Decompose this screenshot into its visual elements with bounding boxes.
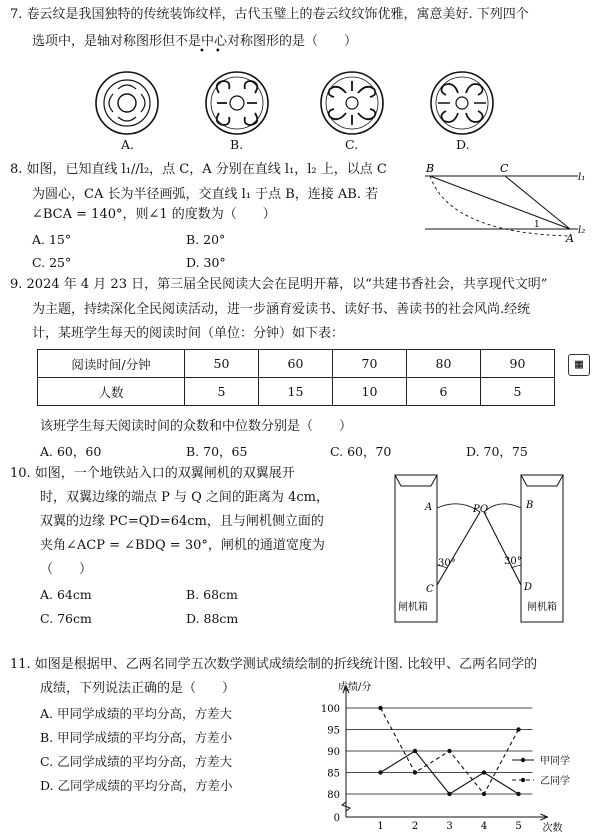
figure-c xyxy=(321,72,383,134)
figure-d xyxy=(431,72,493,134)
reading-time-table xyxy=(37,349,555,406)
table-row xyxy=(38,378,555,406)
data-point xyxy=(447,792,451,796)
angle-1-label: 1 xyxy=(534,220,540,230)
q11-line2: 成绩，下列说法正确的是（ ） xyxy=(40,681,236,696)
point-c-label: C xyxy=(500,162,509,175)
q9-option-b: B. 70，65 xyxy=(186,444,248,459)
q10-option-c: C. 76cm xyxy=(40,611,92,626)
point-pq-label: PQ xyxy=(473,504,488,515)
x-axis-label: 次数 xyxy=(542,823,563,834)
right-box-label: 闸机箱 xyxy=(527,602,557,613)
q9-line4: 该班学生每天阅读时间的众数和中位数分别是（ ） xyxy=(40,419,353,434)
q8-option-b: B. 20° xyxy=(186,232,226,247)
q9-line1: 9. 2024 年 4 月 23 日，第三届全民阅读大会在昆明开幕，以“共建书香社会，共享现代文明” xyxy=(10,277,548,292)
legend-marker xyxy=(521,758,525,762)
data-point xyxy=(378,706,382,710)
q8-line3: ∠BCA = 140°，则∠1 的度数为（ ） xyxy=(32,207,276,222)
q7-option-a: A. xyxy=(121,137,135,152)
table-cell: 5 xyxy=(185,378,259,406)
q10-line1: 10. 如图，一个地铁站入口的双翼闸机的双翼展开 xyxy=(10,466,295,481)
q7-option-b: B. xyxy=(230,137,244,152)
data-point xyxy=(516,792,520,796)
q10-line5: （ ） xyxy=(40,562,93,577)
table-cell: 60 xyxy=(259,350,333,378)
y-tick-label: 85 xyxy=(327,768,340,780)
legend-marker xyxy=(521,778,525,782)
q11-option-d: D. 乙同学成绩的平均分高，方差小 xyxy=(40,778,233,793)
q10-option-b: B. 68cm xyxy=(186,587,238,602)
q8-line1: 8. 如图，已知直线 l₁//l₂，点 C，A 分别在直线 l₁，l₂ 上，以点 C xyxy=(10,162,387,177)
y-tick-label: 100 xyxy=(320,704,340,715)
emphasis-dots: • • xyxy=(199,46,221,57)
angle-right-label: 30° xyxy=(504,556,522,567)
point-a-label: A xyxy=(566,232,574,245)
table-cell: 15 xyxy=(259,378,333,406)
data-point xyxy=(413,770,417,774)
point-d-label: D xyxy=(524,582,533,593)
x-tick-label: 4 xyxy=(480,821,488,832)
q11-option-c: C. 乙同学成绩的平均分高，方差大 xyxy=(40,754,233,769)
q9-line2: 为主题，持续深化全民阅读活动，进一步涵育爱读书、读好书、善读书的社会风尚.经统 xyxy=(32,302,531,317)
y-axis-label: 成绩/分 xyxy=(338,682,372,693)
line-l1-label: l₁ xyxy=(578,172,586,183)
line-l2-label: l₂ xyxy=(578,225,586,236)
legend-label: 甲同学 xyxy=(540,756,570,767)
q11-line1: 11. 如图是根据甲、乙两名同学五次数学测试成绩绘制的折线统计图. 比较甲、乙两名同学的 xyxy=(10,657,538,672)
table-cell: 6 xyxy=(407,378,481,406)
table-cell: 50 xyxy=(185,350,259,378)
point-b-label: B xyxy=(526,500,534,511)
table-cell: 90 xyxy=(481,350,555,378)
q7-line2: 选项中，是轴对称图形但不是中心对称图形的是（ ） xyxy=(32,34,358,49)
chart-grid xyxy=(321,680,563,834)
x-tick-label: 1 xyxy=(377,821,384,832)
angle-left-label: 30° xyxy=(438,558,456,569)
point-a-label: A xyxy=(425,502,433,513)
data-point xyxy=(413,749,417,753)
calculator-icon[interactable]: ▦ xyxy=(568,354,590,376)
chart-legend xyxy=(512,754,570,787)
q9-line3: 计，某班学生每天的阅读时间（单位：分钟）如下表： xyxy=(32,326,345,341)
q8-option-a: A. 15° xyxy=(32,232,72,247)
point-c-label: C xyxy=(426,584,434,595)
q11-option-b: B. 甲同学成绩的平均分高，方差小 xyxy=(40,730,233,745)
q7-figures xyxy=(0,65,602,155)
table-cell: 80 xyxy=(407,350,481,378)
q8-option-d: D. 30° xyxy=(186,255,226,270)
q10-line4: 夹角∠ACP = ∠BDQ = 30°，闸机的通道宽度为 xyxy=(40,538,325,553)
q9-option-c: C. 60，70 xyxy=(330,444,392,459)
data-point xyxy=(482,770,486,774)
q10-option-d: D. 88cm xyxy=(186,611,239,626)
y-tick-label: 80 xyxy=(327,790,340,801)
data-point xyxy=(482,792,486,796)
q10-line2: 时，双翼边缘的端点 P 与 Q 之间的距离为 4cm， xyxy=(40,490,329,505)
data-point xyxy=(378,770,382,774)
q9-option-a: A. 60，60 xyxy=(40,444,102,459)
left-box-label: 闸机箱 xyxy=(398,602,428,613)
y-tick-label: 95 xyxy=(327,725,340,737)
q10-figure xyxy=(390,470,585,630)
q7-option-c: C. xyxy=(345,137,359,152)
q8-line2: 为圆心，CA 长为半径画弧，交直线 l₁ 于点 B，连接 AB. 若 xyxy=(32,187,379,202)
q7-option-d: D. xyxy=(456,137,470,152)
q7-line1: 7. 卷云纹是我国独特的传统装饰纹样，古代玉璧上的卷云纹纹饰优雅，寓意美好. 下列四个 xyxy=(10,7,529,22)
legend-label: 乙同学 xyxy=(540,776,570,787)
table-cell: 70 xyxy=(333,350,407,378)
x-tick-label: 3 xyxy=(446,821,453,832)
x-tick-label: 5 xyxy=(515,821,522,832)
score-line-chart xyxy=(300,680,600,835)
q10-option-a: A. 64cm xyxy=(40,587,92,602)
x-tick-label: 2 xyxy=(411,821,419,832)
q8-figure xyxy=(420,158,602,248)
q11-option-a: A. 甲同学成绩的平均分高，方差大 xyxy=(40,706,232,721)
q8-option-c: C. 25° xyxy=(32,255,72,270)
table-cell: 阅读时间/分钟 xyxy=(38,350,185,378)
figure-b xyxy=(206,72,268,134)
point-b-label: B xyxy=(426,162,435,175)
data-point xyxy=(447,749,451,753)
data-point xyxy=(516,727,520,731)
table-header-row xyxy=(38,350,555,378)
table-cell: 10 xyxy=(333,378,407,406)
figure-a xyxy=(96,72,158,134)
y-tick-label: 90 xyxy=(327,747,340,758)
table-cell: 人数 xyxy=(38,378,185,406)
y-tick-label: 0 xyxy=(333,813,340,824)
table-cell: 5 xyxy=(481,378,555,406)
q9-option-d: D. 70，75 xyxy=(466,444,528,459)
q10-line3: 双翼的边缘 PC=QD=64cm，且与闸机侧立面的 xyxy=(40,514,324,529)
